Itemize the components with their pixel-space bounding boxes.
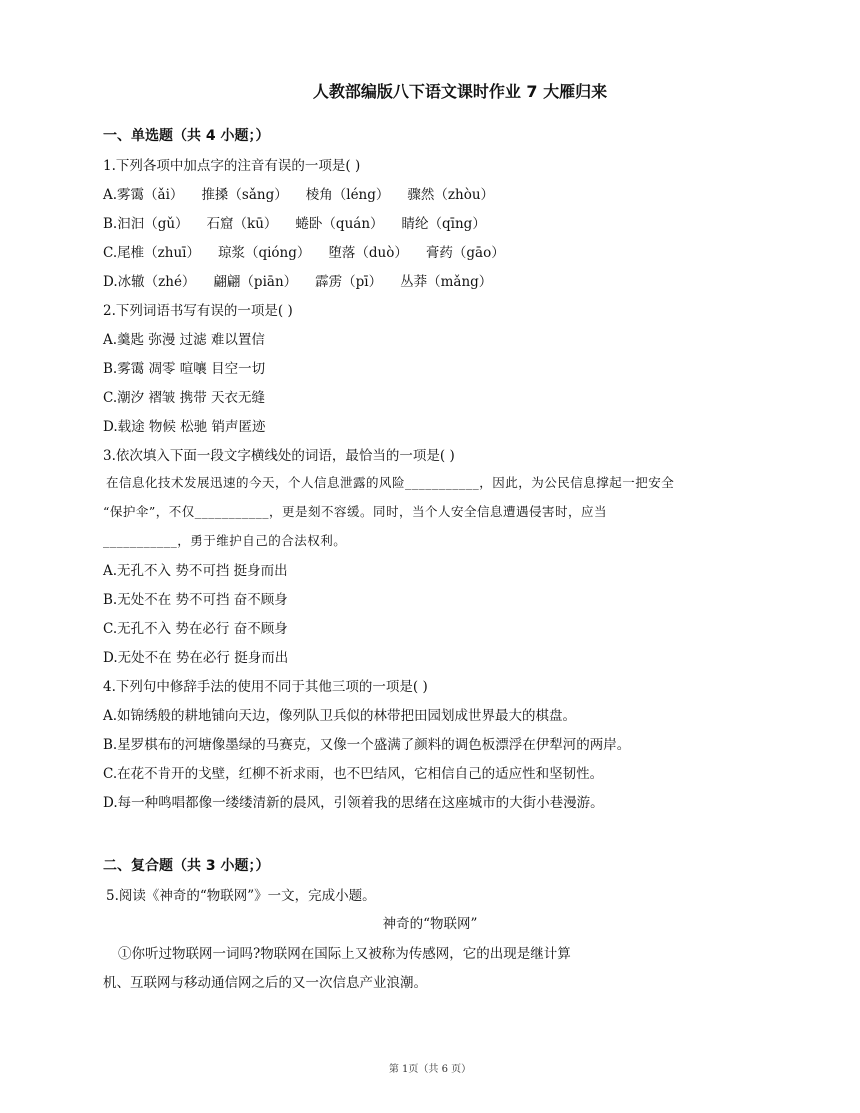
question-2-stem: 2.下列词语书写有误的一项是( ): [103, 303, 293, 319]
q1-b-item-2: 石窟（kū）: [206, 216, 278, 232]
q1-b-item-1: B.汩汩（gǔ）: [103, 216, 189, 232]
question-3-stem: 3.依次填入下面一段文字横线处的词语，最恰当的一项是( ): [103, 448, 455, 464]
q1-b-item-4: 睛纶（qīng）: [401, 216, 486, 232]
question-1-option-b: [103, 212, 504, 232]
question-4-option-d: D.每一种鸣唱都像一缕缕清新的晨风，引领着我的思绪在这座城市的大街小巷漫游。: [103, 795, 604, 811]
article-paragraph-1-line-1: ①你听过物联网一词吗?物联网在国际上又被称为传感网，它的出现是继计算: [118, 946, 571, 962]
article-paragraph-1-line-2: 机、互联网与移动通信网之后的又一次信息产业浪潮。: [103, 975, 427, 991]
question-1-stem: 1.下列各项中加点字的注音有误的一项是( ): [103, 158, 361, 174]
question-4-option-a: A.如锦绣般的耕地铺向天边，像列队卫兵似的林带把田园划成世界最大的棋盘。: [103, 708, 577, 724]
question-3-option-c: C.无孔不入 势在必行 奋不顾身: [103, 621, 288, 637]
question-3-option-b: B.无处不在 势不可挡 奋不顾身: [103, 592, 288, 608]
q1-c-item-4: 膏药（gāo）: [425, 245, 505, 261]
section-heading-composite: 二、复合题（共 3 小题；）: [103, 858, 270, 874]
q1-a-item-2: 推搡（sǎng）: [201, 187, 288, 203]
q1-d-item-3: 霹雳（pī）: [315, 274, 383, 290]
section-heading-single-choice: 一、单选题（共 4 小题；）: [103, 128, 270, 144]
q1-c-item-3: 堕落（duò）: [328, 245, 408, 261]
question-2-option-b: B.雾霭 凋零 喧嚷 目空一切: [103, 361, 266, 377]
question-1-option-c: [103, 241, 523, 261]
article-title: 神奇的“物联网”: [382, 916, 478, 932]
q1-a-item-3: 棱角（léng）: [305, 187, 390, 203]
question-2-option-c: C.潮汐 褶皱 携带 天衣无缝: [103, 390, 266, 406]
q1-c-item-1: C.尾椎（zhuī）: [103, 245, 200, 261]
q1-b-item-3: 蜷卧（quán）: [295, 216, 384, 232]
question-4-stem: 4.下列句中修辞手法的使用不同于其他三项的一项是( ): [103, 679, 428, 695]
q1-a-item-1: A.雾霭（ǎi）: [103, 187, 184, 203]
question-2-option-d: D.载途 物候 松驰 销声匿迹: [103, 419, 266, 435]
question-1-option-d: [103, 270, 510, 290]
q1-c-item-2: 琼浆（qióng）: [217, 245, 311, 261]
q1-d-item-2: 翩翩（piān）: [213, 274, 298, 290]
question-1-option-a: [103, 183, 512, 203]
question-3-option-a: A.无孔不入 势不可挡 挺身而出: [103, 563, 288, 579]
question-3-passage-line-2: “保护伞”，不仅___________，更是刻不容缓。同时，当个人安全信息遭遇侵害时，应当: [103, 504, 608, 519]
question-5-stem: 5.阅读《神奇的“物联网”》一文，完成小题。: [106, 888, 376, 904]
question-2-option-a: A.羹匙 弥漫 过滤 难以置信: [103, 332, 265, 348]
page-footer: 第 1页（共 6 页）: [388, 1064, 472, 1075]
q1-a-item-4: 骤然（zhòu）: [407, 187, 495, 203]
question-4-option-b: B.星罗棋布的河塘像墨绿的马赛克，又像一个盛满了颜料的调色板漂浮在伊犁河的两岸。: [103, 737, 631, 753]
question-3-option-d: D.无处不在 势在必行 挺身而出: [103, 650, 289, 666]
page-title: 人教部编版八下语文课时作业 7 大雁归来: [312, 82, 608, 101]
question-3-passage-line-3: ___________，勇于维护自己的合法权利。: [103, 533, 347, 548]
question-3-passage-line-1: 在信息化技术发展迅速的今天，个人信息泄露的风险___________，因此，为公民信息撑起一把安全: [106, 475, 675, 490]
question-4-option-c: C.在花不肯开的戈壁，红柳不祈求雨，也不巴结风，它相信自己的适应性和坚韧性。: [103, 766, 604, 782]
q1-d-item-1: D.冰辙（zhé）: [103, 274, 196, 290]
q1-d-item-4: 丛莽（mǎng）: [400, 274, 493, 290]
